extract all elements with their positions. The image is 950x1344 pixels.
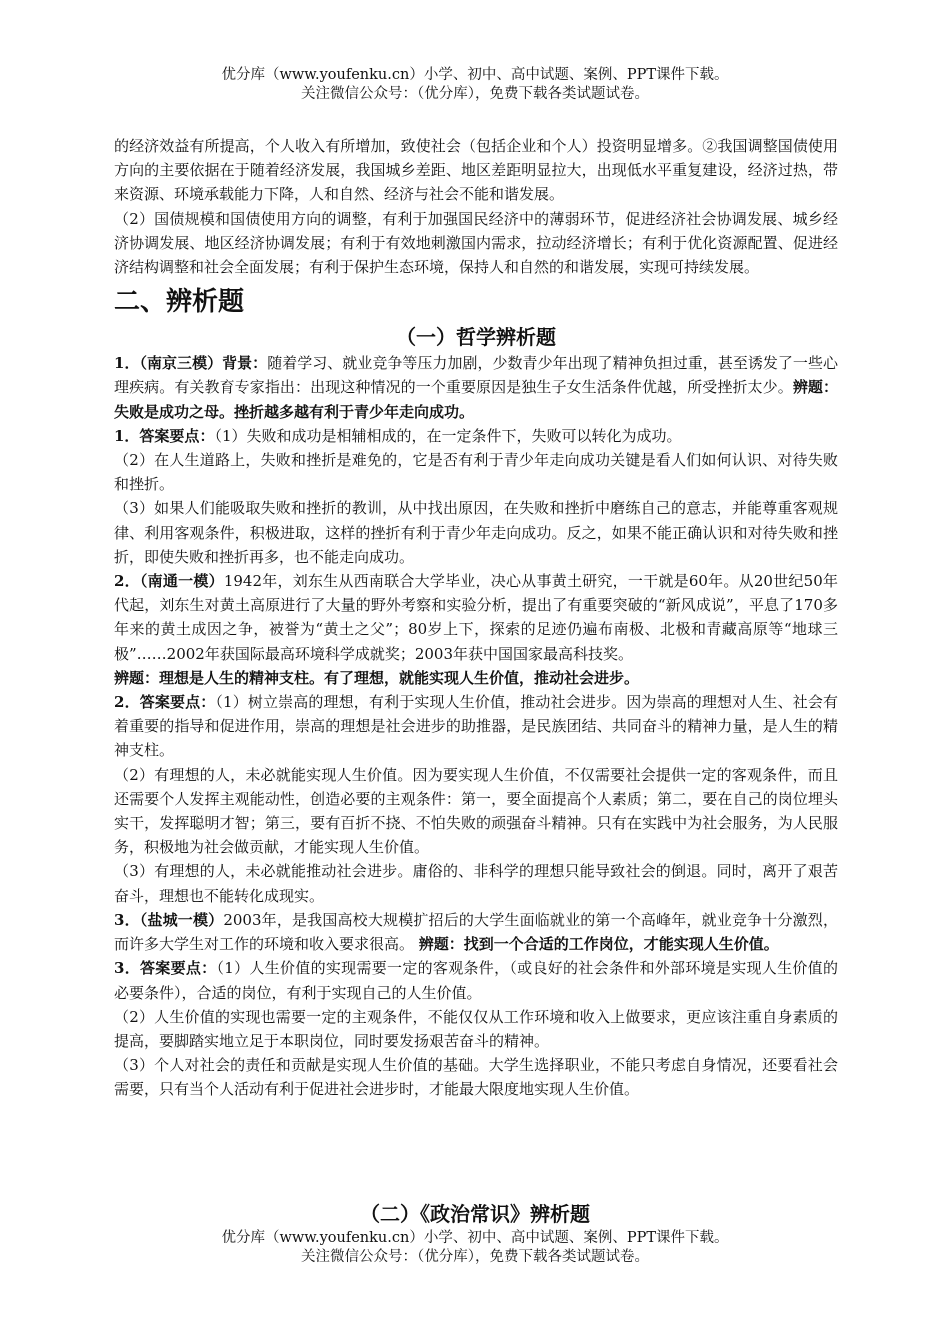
intro-paragraph-2: （2）国债规模和国债使用方向的调整，有利于加强国民经济中的薄弱环节，促进经济社会协调发展、城乡经济协调发展、地区经济协调发展；有利于有效地刺激国内需求，拉动经济增长；有利于优化资源配置、促进经济结构调整和社会全面发展；有利于保护生态环境，保持人和自然的和谐发展，实现可持续发展。 (114, 209, 838, 277)
subsection-title-politics: （二）《政治常识》辨析题 (360, 1202, 590, 1226)
section-title: 二、辨析题 (114, 287, 245, 318)
q3-answer-1: 3．答案要点：（1）人生价值的实现需要一定的客观条件，（或良好的社会条件和外部环境是实现人生价值的必要条件），合适的岗位，有利于实现自己的人生价值。 (114, 959, 838, 1002)
page-footer (0, 1229, 950, 1267)
q1-answer-3: （3）如果人们能吸取失败和挫折的教训，从中找出原因，在失败和挫折中磨练自己的意志，并能尊重客观规律、利用客观条件，积极进取，这样的挫折有利于青少年走向成功。反之，如果不能正确认识和对待失败和挫折，即使失败和挫折再多，也不能走向成功。 (114, 499, 838, 566)
footer-line-2: 关注微信公众号：（优分库），免费下载各类试题试卷。 (301, 1249, 649, 1265)
q1-background: 随着学习、就业竞争等压力加剧，少数青少年出现了精神负担过重，甚至诱发了一些心理疾病。有关教育专家指出：出现这种情况的一个重要原因是独生子女生活条件优越，所受挫折太少。 (114, 354, 838, 397)
q1-background-label: 背景： (222, 354, 268, 373)
intro-paragraph-1: 的经济效益有所提高，个人收入有所增加，致使社会（包括企业和个人）投资明显增多。②我国调整国债使用方向的主要依据在于随着经济发展，我国城乡差距、地区差距明显拉大，出现低水平重复建设，经济过热，带来资源、环境承载能力下降，人和自然、经济与社会不能和谐发展。 (114, 137, 838, 204)
question-3 (114, 908, 838, 956)
q1-number: 1．（南京三模） (114, 354, 223, 373)
q3-background: 2003年，是我国高校大规模扩招后的大学生面临就业的第一个高峰年，就业竞争十分激烈，而许多大学生对工作的环境和收入要求很高。 (114, 910, 838, 954)
document-body (114, 134, 838, 1102)
question-1 (114, 351, 838, 424)
q1-answer-2: （2）在人生道路上，失败和挫折是难免的，它是否有利于青少年走向成功关键是看人们如何认识、对待失败和挫折。 (114, 451, 838, 494)
q2-number: 2．（南通一模） (114, 572, 224, 591)
q2-answer-label: 2．答案要点： (114, 693, 216, 712)
q2-answer-1: 2．答案要点：（1）树立崇高的理想，有利于实现人生价值，推动社会进步。因为崇高的理想对人生、社会有着重要的指导和促进作用，崇高的理想是社会进步的助推器，是民族团结、共同奋斗的精神力量，是人生的精神支柱。 (114, 693, 838, 760)
q1-claim: 辨题：失败是成功之母。挫折越多越有利于青少年走向成功。 (114, 378, 838, 421)
question-2 (114, 569, 838, 666)
q2-background: 1942年，刘东生从西南联合大学毕业，决心从事黄土研究，一干就是60年。从20世纪50年代起，刘东生对黄土高原进行了大量的野外考察和实验分析，提出了有重要突破的“新风成说”，平息了170多年来的黄土成因之争，被誉为“黄土之父”；80岁上下，探索的足迹仍遍布南极、北极和青藏高原等“地球三极”……2002年获国际最高环境科学成就奖；2003年获中国国家最高科技奖。 (114, 572, 838, 663)
q3-claim: 辨题：找到一个合适的工作岗位，才能实现人生价值。 (418, 935, 779, 954)
header-line-1: 优分库（www.youfenku.cn）小学、初中、高中试题、案例、PPT课件下载。 (221, 67, 729, 83)
header-line-2: 关注微信公众号：（优分库），免费下载各类试题试卷。 (301, 86, 649, 102)
page-header (0, 66, 950, 104)
q3-number: 3．（盐城一模） (114, 910, 224, 929)
q1-answer-label: 1．答案要点： (114, 426, 215, 445)
q3-answer-label: 3．答案要点： (114, 959, 217, 978)
q3-answer-2: （2）人生价值的实现也需要一定的主观条件，不能仅仅从工作环境和收入上做要求，更应该注重自身素质的提高，要脚踏实地立足于本职岗位，同时要发扬艰苦奋斗的精神。 (114, 1007, 838, 1050)
q2-answer-3: （3）有理想的人，未必就能推动社会进步。庸俗的、非科学的理想只能导致社会的倒退。同时，离开了艰苦奋斗，理想也不能转化成现实。 (114, 862, 838, 905)
q2-answer-2: （2）有理想的人，未必就能实现人生价值。因为要实现人生价值，不仅需要社会提供一定的客观条件，而且还需要个人发挥主观能动性，创造必要的主观条件：第一，要全面提高个人素质；第二，要在自己的岗位埋头实干，发挥聪明才智；第三，要有百折不挠、不怕失败的顽强奋斗精神。只有在实践中为社会服务，为人民服务，积极地为社会做贡献，才能实现人生价值。 (114, 765, 838, 857)
q1-answer-1: 1．答案要点：（1）失败和成功是相辅相成的，在一定条件下，失败可以转化为成功。 (114, 426, 682, 445)
q3-answer-3: （3）个人对社会的责任和贡献是实现人生价值的基础。大学生选择职业，不能只考虑自身情况，还要看社会需要，只有当个人活动有利于促进社会进步时，才能最大限度地实现人生价值。 (114, 1056, 838, 1099)
subsection-title-philosophy: （一）哲学辨析题 (396, 325, 556, 350)
q2-claim: 辨题：理想是人生的精神支柱。有了理想，就能实现人生价值，推动社会进步。 (114, 668, 640, 687)
footer-line-1: 优分库（www.youfenku.cn）小学、初中、高中试题、案例、PPT课件下载。 (221, 1230, 729, 1246)
